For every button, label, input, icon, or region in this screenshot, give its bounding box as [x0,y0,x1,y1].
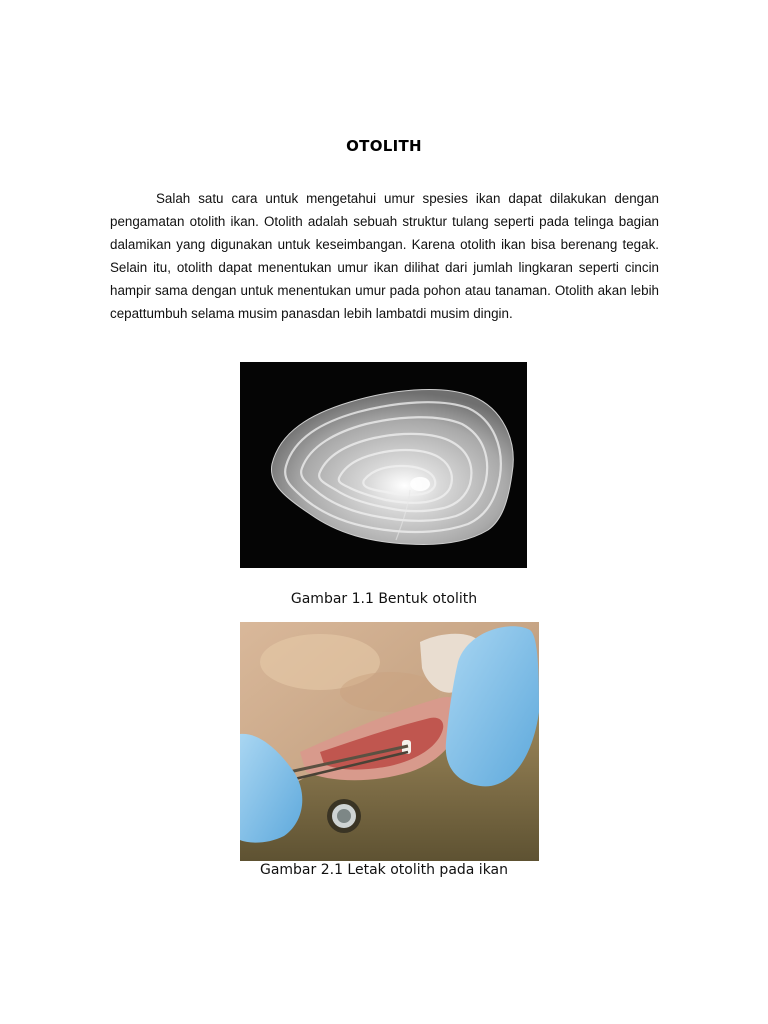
fish-dissection-photo [240,622,539,861]
figure2-caption: Gambar 2.1 Letak otolith pada ikan [259,862,509,878]
otolith-photo [240,362,527,568]
body-paragraph: Salah satu cara untuk mengetahui umur spesies ikan dapat dilakukan dengan pengamatan otolith ikan. Otolith adalah sebuah struktur tulang seperti pada telinga bagian dalamikan yang digunakan untuk keseimbangan. Karena otolith ikan bisa berenang tegak. Selain itu, otolith dapat menentukan umur ikan dilihat dari jumlah lingkaran seperti cincin hampir sama dengan untuk menentukan umur pada pohon atau tanaman. Otolith akan lebih cepattumbuh selama musim panasdan lebih lambatdi musim dingin. [110,191,659,322]
document-title: OTOLITH [346,137,422,155]
figure1-caption: Gambar 1.1 Bentuk otolith [290,591,478,607]
